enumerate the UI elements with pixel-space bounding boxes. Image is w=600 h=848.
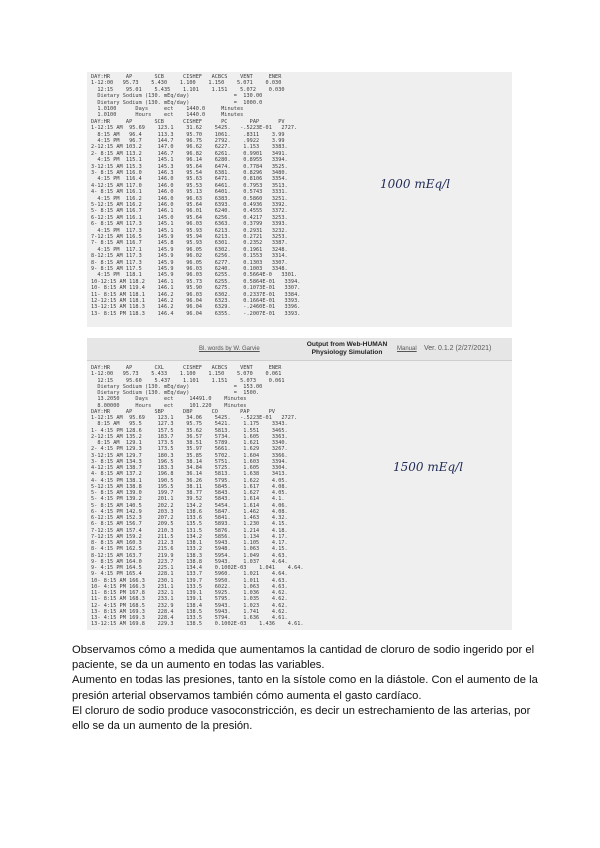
table-line: 3- 8:15 AM 116.0 146.3 95.54 6381. 0.8296 3480. xyxy=(91,170,288,176)
table-line: 7-12:15 AM 116.5 145.9 95.94 6213. 0.2721 3253. xyxy=(91,234,288,240)
table-line: 10- 4:15 PM 166.3 231.1 133.5 6022. 1.063 4.63. xyxy=(91,583,288,590)
paragraph-1: Observamos cómo a medida que aumentamos la cantidad de cloruro de sodio ingerido por el paciente, se da un aumento en todas las variables. xyxy=(72,644,535,672)
table-line: 8-12:15 AM 117.3 145.9 96.02 6256. 0.1553 3314. xyxy=(91,253,288,260)
version-label: Ver. 0.1.2 (2/27/2021) xyxy=(424,345,492,352)
table-line: 5- 8:15 AM 116.7 146.1 96.01 6240. 0.4555 3372. xyxy=(91,208,288,215)
table-line: 9- 8:15 AM 164.0 223.7 138.8 5943. 1.037 4.64. xyxy=(91,558,288,565)
paragraph-2: Aumento en todas las presiones, tanto en la sístole como en la diástole. Con el aumento de la presión arterial observamos también cómo aumenta el gasto cardíaco. xyxy=(72,674,538,702)
table-line: 1-12:00 95.73 5.433 1.100 1.150 5.070 0.061 xyxy=(91,371,282,378)
table-line: 12:15 95.01 5.435 1.101 1.151 5.072 0.030 xyxy=(91,86,285,93)
table-line: 9- 4:15 PM 164.5 225.1 134.4 0.1002E-03 1.041 4.64. xyxy=(91,565,304,571)
table-line: 1.0100 Days ect 1440.0 Minutes xyxy=(91,106,244,112)
table-line: 10- 8:15 AM 119.4 146.1 95.90 6275. 0.1073E-01 3307. xyxy=(91,285,301,292)
table-line: 6-12:15 AM 116.1 145.0 95.64 6256. 0.4217 3253. xyxy=(91,214,288,221)
table-line: 3-12:15 AM 129.7 180.3 35.85 5702. 1.604 3366. xyxy=(91,452,288,459)
table-line: 8- 4:15 PM 162.5 215.6 133.2 5948. 1.063 4.15. xyxy=(91,546,288,553)
table-line: 7-12:15 AM 159.2 211.5 134.2 5856. 1.134 4.17. xyxy=(91,533,288,540)
table-line: 5-12:15 AM 138.8 195.5 38.11 5845. 1.617 4.08. xyxy=(91,483,288,490)
table-line: 5- 4:15 PM 139.2 201.1 39.52 5843. 1.614 4.1. xyxy=(91,496,285,503)
table-line: 2-12:15 AM 135.2 183.7 36.57 5734. 1.605 3363. xyxy=(91,433,288,440)
table-line: 13-12:15 AM 118.3 146.2 96.04 6329. -.2460E-01 3396. xyxy=(91,304,301,311)
table-line: 8:15 AM 129.1 173.5 38.51 5789. 1.621 3340. xyxy=(91,440,288,446)
table-line: 4:15 PM 117.1 145.9 96.05 6302. 0.1961 3248. xyxy=(91,246,288,253)
table-line: 2- 8:15 AM 113.2 146.7 96.82 6261. 0.9901 3491. xyxy=(91,150,288,157)
table-line: 11- 8:15 AM 118.1 146.2 96.03 6302. 0.2337E-01 3384. xyxy=(91,291,301,298)
table-line: 5- 8:15 AM 139.0 199.7 38.77 5843. 1.627 4.05. xyxy=(91,490,288,496)
table-line: 13.2050 Days ect 14491.0 Minutes xyxy=(91,396,247,403)
table-line: DAY:HR AP SBP DBP CO PAP PV xyxy=(91,408,276,415)
table-line: 8-12:15 AM 163.7 219.9 138.3 5954. 1.049 4.63. xyxy=(91,552,288,559)
table-line: 6-12:15 AM 152.3 207.2 133.6 5841. 1.463 4.32. xyxy=(91,515,288,521)
table-line: 13- 8:15 AM 169.3 228.4 138.5 5943. 1.741 4.62. xyxy=(91,608,288,615)
table-line: 8:15 AM 95.5 127.3 95.75 5421. 1.175 3343. xyxy=(91,421,288,428)
table-line: 4-12:15 AM 117.0 146.0 95.53 6461. 0.7953 3513. xyxy=(91,182,288,189)
table-line: Dietary Sodium (130. mEq/day) = 1500. xyxy=(91,390,260,396)
header-left-link[interactable]: Bl. words by W. Garvie xyxy=(199,346,260,352)
table-line: 4- 8:15 AM 137.2 196.8 36.14 5813. 1.638 3413. xyxy=(91,471,288,478)
table-line: 6- 8:15 AM 117.3 145.1 96.03 6363. 0.3799 3393. xyxy=(91,221,288,228)
table-line: 11- 8:15 AM 168.3 233.1 139.1 5795. 1.035 4.62. xyxy=(91,596,288,603)
table-line: 13- 4:15 PM 169.3 228.4 133.5 5794. 1.636 4.61. xyxy=(91,615,288,621)
table-line: 4:15 PM 115.1 145.1 96.14 6280. 0.8955 3394. xyxy=(91,157,288,164)
table-line: 2- 4:15 PM 129.3 173.5 35.97 5661. 1.629 3267. xyxy=(91,446,288,453)
table-line: 10- 8:15 AM 166.3 230.1 139.7 5950. 1.011 4.63. xyxy=(91,577,288,584)
table-line: 13- 8:15 PM 118.3 146.4 96.04 6355. -.2007E-01 3393. xyxy=(91,310,301,317)
table-line: Dietary Sodium (130. mEq/day) = 153.00 xyxy=(91,383,263,390)
table-line: DAY:HR AP CXL CISHEF ACBCS VENT ENER xyxy=(91,365,282,371)
table-line: 4:15 PM 96.7 144.7 96.75 2792. .9922 3.99 xyxy=(91,138,285,144)
table-line: 1-12:15 AM 95.69 123.1 34.06 5425. -.5223E-01 2727. xyxy=(91,415,298,421)
table-line: 4- 8:15 AM 116.1 146.0 95.13 6401. 0.5743 3331. xyxy=(91,189,288,196)
table-line: 8- 8:15 AM 117.3 145.9 96.05 6277. 0.1303 3307. xyxy=(91,259,288,266)
handwritten-annotation-1000: 1000 mEq/l xyxy=(380,177,451,191)
table-line: 3- 8:15 AM 134.3 196.5 38.14 5751. 1.603 3394. xyxy=(91,458,288,465)
table-line: 5-12:15 AM 116.2 146.0 95.64 6393. 0.4936 3392. xyxy=(91,202,288,208)
table-line: 4:15 PM 117.3 145.1 95.93 6213. 0.2931 3232. xyxy=(91,227,288,234)
paragraph-3: El cloruro de sodio produce vasoconstricción, es decir un estrechamiento de las arterias, por ello se da un aumento de la presión. xyxy=(72,704,531,733)
table-line: 9- 8:15 AM 117.5 145.9 96.03 6240. 0.1003 3348. xyxy=(91,266,288,272)
table-line: 5- 8:15 AM 140.5 202.2 134.2 5454. 1.614 4.06. xyxy=(91,502,288,509)
table-line: 12- 4:15 PM 168.5 232.9 138.4 5943. 1.023 4.62. xyxy=(91,602,288,609)
table-line: 4:15 PM 118.1 145.9 96.03 6255. 0.5664E-0 3301. xyxy=(91,272,298,279)
table-line: 4:15 PM 116.2 146.0 96.63 6383. 0.5860 3251. xyxy=(91,195,288,202)
header-title: Output from Web-HUMAN Physiology Simulation xyxy=(306,341,388,356)
table-line: 8:15 AM 96.4 113.3 95.70 1061. .8311 3.99 xyxy=(91,131,285,138)
table-line: 2-12:15 AM 103.2 147.0 96.62 6227. 1.153 3383. xyxy=(91,144,288,151)
simulation-output-scan-1000 xyxy=(87,72,512,327)
table-line: 6- 8:15 AM 156.7 209.5 135.5 5893. 1.230 4.15. xyxy=(91,521,288,528)
handwritten-annotation-1500: 1500 mEq/l xyxy=(393,460,464,474)
web-human-header xyxy=(87,338,512,361)
table-line: 12:15 95.60 5.437 1.101 1.151 5.073 0.061 xyxy=(91,377,285,384)
table-line: Dietary Sodium (130. mEq/day) = 130.00 xyxy=(91,93,263,100)
table-line: 3-12:15 AM 115.3 145.3 95.64 6474. 0.7784 3525. xyxy=(91,163,288,170)
table-line: 12-12:15 AM 118.1 146.2 96.04 6323. 0.1664E-01 3393. xyxy=(91,298,301,304)
table-line: 9- 4:15 PM 165.4 228.1 133.7 5960. 1.021 4.64. xyxy=(91,571,288,578)
table-line: 4:15 PM 116.4 146.0 95.63 6471. 0.8106 3354. xyxy=(91,176,288,183)
table-line: 8.00000 Hours ect 101.220 Minutes xyxy=(91,402,247,409)
table-line: 6- 4:15 PM 142.9 203.3 138.6 5847. 1.462 4.08. xyxy=(91,508,288,515)
table-line: 7- 8:15 AM 116.7 145.8 95.93 6301. 0.2352 3387. xyxy=(91,240,288,247)
table-line: 1- 4:15 PM 128.6 157.5 35.62 5813. 1.551 3465. xyxy=(91,427,288,434)
table-line: 13-12:15 AM 169.8 229.3 138.5 0.1002E-03 1.436 4.61. xyxy=(91,621,304,628)
table-line: DAY:HR AP SCB CISHEF ACBCS VENT ENER xyxy=(91,74,282,80)
table-line: 11- 8:15 PM 167.8 232.1 139.1 5925. 1.036 4.62. xyxy=(91,590,288,596)
table-line: 7-12:15 AM 157.4 210.3 131.5 5876. 1.214 4.18. xyxy=(91,527,288,534)
table-line: 10-12:15 AM 118.2 146.1 95.73 6255. 0.5864E-01 3394. xyxy=(91,278,301,285)
table-line: 1-12:00 95.73 5.430 1.100 1.150 5.071 0.030 xyxy=(91,80,282,87)
table-line: Dietary Sodium (130. mEq/day) = 1000.0 xyxy=(91,99,263,106)
table-line: 1.0100 Hours ect 1440.0 Minutes xyxy=(91,112,244,119)
table-line: 4-12:15 AM 138.7 183.3 34.84 5725. 1.605 3304. xyxy=(91,465,288,471)
table-line: DAY:HR AP SCB CISHEF PC PAP PV xyxy=(91,118,285,125)
table-line: 4- 4:15 PM 138.1 190.5 36.26 5795. 1.622 4.05. xyxy=(91,477,288,484)
simulation-output-scan-1500 xyxy=(87,338,512,630)
table-line: 8- 8:15 AM 160.3 212.3 138.1 5943. 1.105 4.17. xyxy=(91,540,288,546)
conclusion-text xyxy=(72,643,542,734)
table-line: 1-12:15 AM 95.69 123.1 31.62 5425. -.5223E-01 2727. xyxy=(91,125,298,132)
manual-link[interactable]: Manual xyxy=(397,346,417,352)
